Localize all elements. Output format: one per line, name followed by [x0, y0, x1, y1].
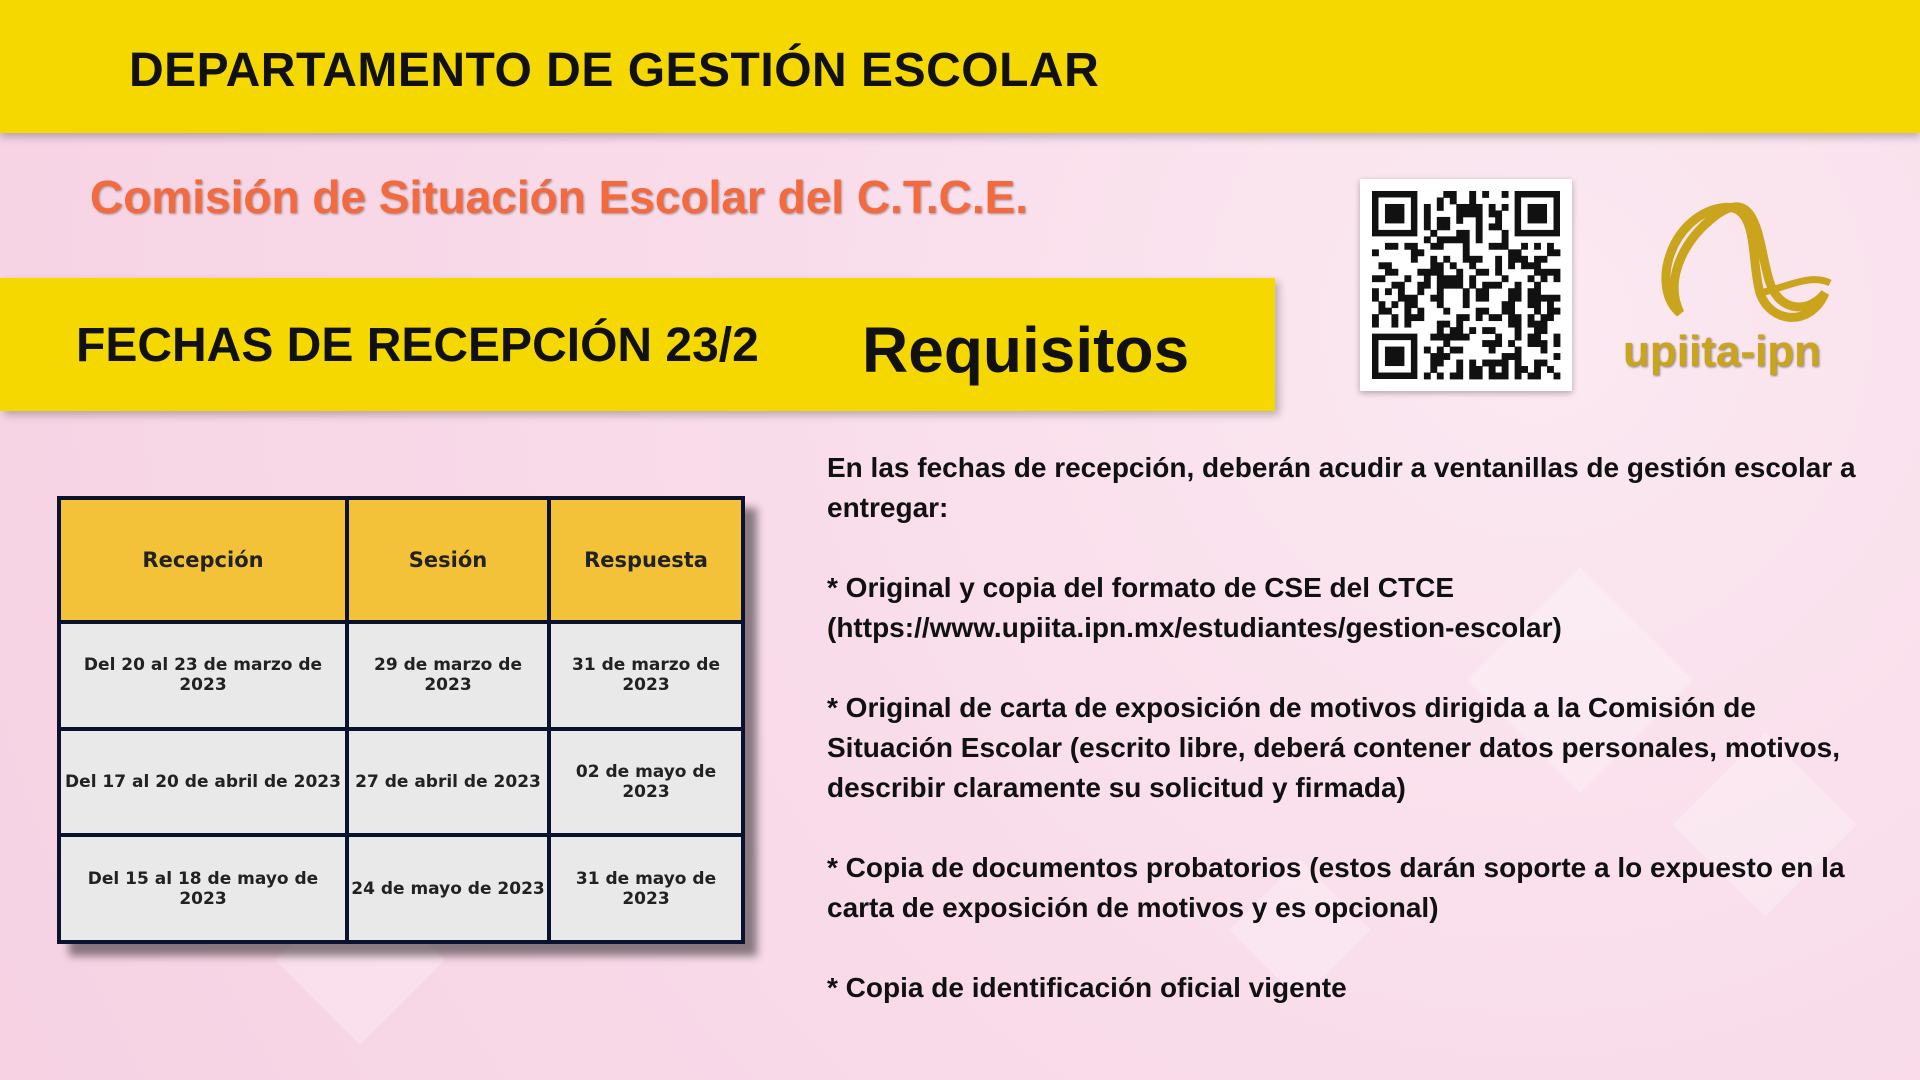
table-row [61, 624, 741, 727]
table-cell: 02 de mayo de 2023 [551, 731, 741, 834]
header-sesion: Sesión [349, 500, 547, 620]
table-cell: Del 17 al 20 de abril de 2023 [61, 731, 345, 834]
schedule-table [57, 496, 745, 944]
table-cell: Del 20 al 23 de marzo de 2023 [61, 624, 345, 727]
requirement-item: * Copia de identificación oficial vigente [827, 972, 1347, 1003]
table-row [61, 837, 741, 940]
logo-text: upiita-ipn [1623, 327, 1821, 376]
requirements-intro: En las fechas de recepción, deberán acudir a ventanillas de gestión escolar a entregar: [827, 452, 1856, 523]
qr-code [1360, 179, 1572, 391]
qr-code-image [1360, 179, 1572, 391]
table-cell: 24 de mayo de 2023 [349, 837, 547, 940]
reception-dates-title: FECHAS DE RECEPCIÓN 23/2 [76, 319, 759, 372]
department-title: DEPARTAMENTO DE GESTIÓN ESCOLAR [129, 44, 1100, 97]
requirement-item: * Original y copia del formato de CSE del CTCE (https://www.upiita.ipn.mx/estudiantes/gestion-escolar) [827, 572, 1562, 643]
table-cell: 27 de abril de 2023 [349, 731, 547, 834]
requirements-text [827, 448, 1887, 1048]
table-cell: Del 15 al 18 de mayo de 2023 [61, 837, 345, 940]
table-row [61, 731, 741, 834]
requirement-item: * Copia de documentos probatorios (estos darán soporte a lo expuesto en la carta de exposición de motivos y es opcional) [827, 852, 1845, 923]
header-recepcion: Recepción [61, 500, 345, 620]
table-cell: 29 de marzo de 2023 [349, 624, 547, 727]
requirement-item: * Original de carta de exposición de motivos dirigida a la Comisión de Situación Escolar (escrito libre, deberá contener datos personales, motivos, describir claramente su solicitud y firmada) [827, 692, 1840, 803]
table-header-row [61, 500, 741, 620]
commission-title: Comisión de Situación Escolar del C.T.C.E. [90, 171, 1029, 223]
requirements-title: Requisitos [862, 314, 1190, 386]
table-cell: 31 de marzo de 2023 [551, 624, 741, 727]
table-cell: 31 de mayo de 2023 [551, 837, 741, 940]
header-respuesta: Respuesta [551, 500, 741, 620]
